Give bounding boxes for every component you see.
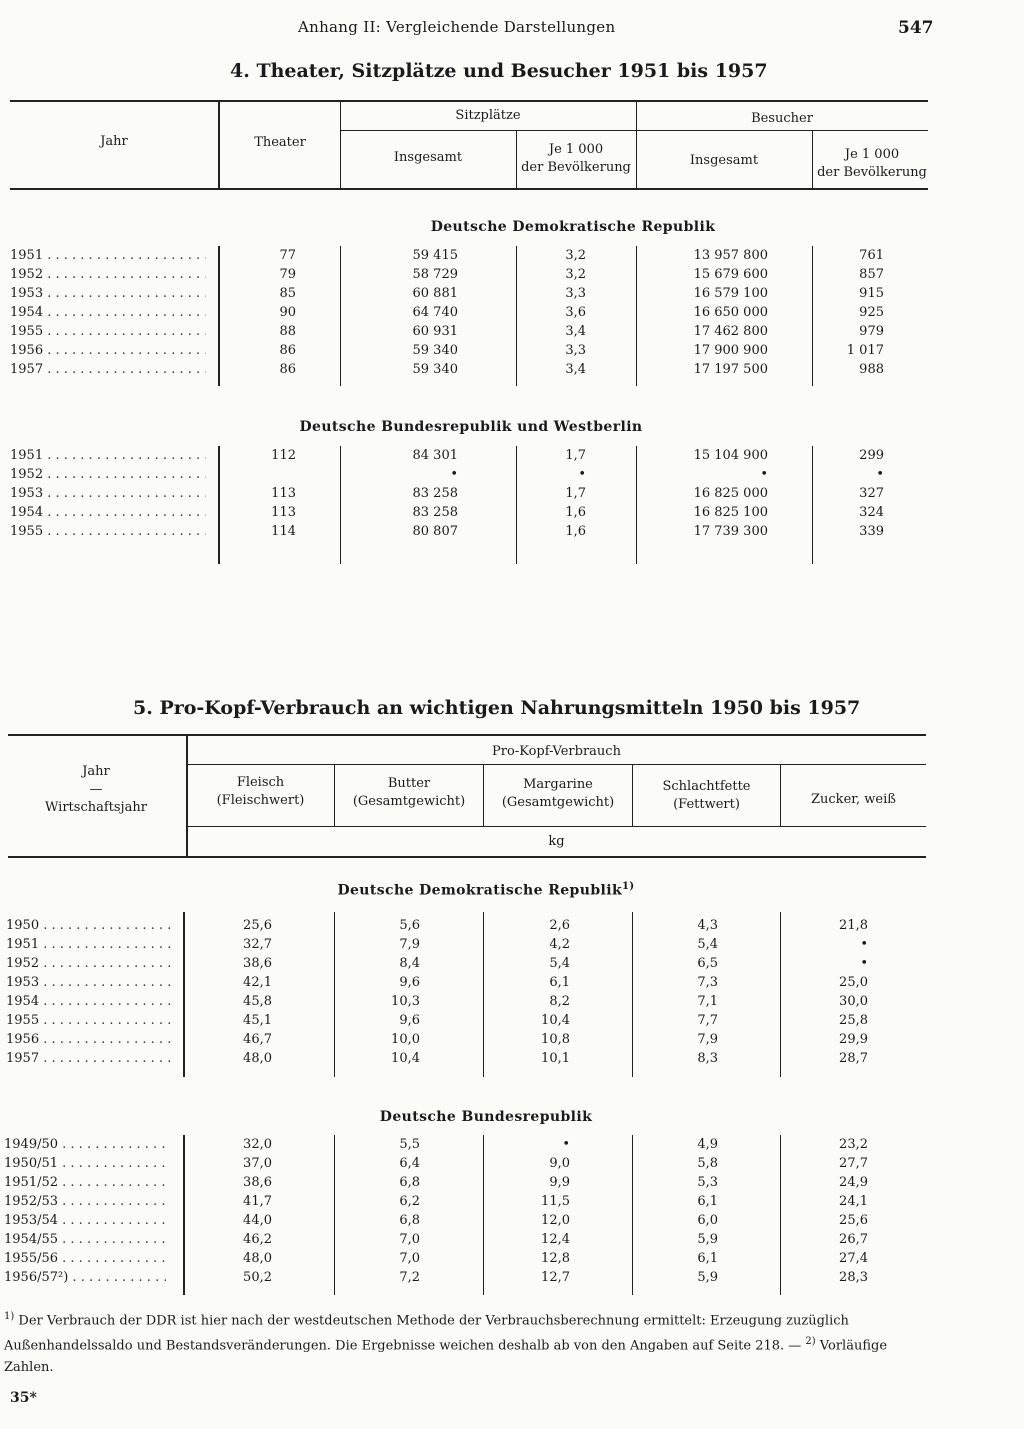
- cell-sitzplaetze: •: [450, 467, 458, 482]
- t2-brd-div-4: [632, 1135, 633, 1295]
- row-year: 1955 . . .: [6, 1013, 172, 1028]
- cell-bes-je1000: 925: [859, 305, 884, 320]
- row-year: 1954 . . .: [10, 305, 206, 320]
- cell-sitz-je1000: 3,2: [565, 267, 586, 282]
- t1-ddr-div-4: [636, 246, 637, 386]
- cell-butter: 6,8: [399, 1213, 420, 1228]
- cell-sitz-je1000: 3,2: [565, 248, 586, 263]
- footnote-mark-2: 2): [805, 1336, 816, 1348]
- t1-brd-div-5: [812, 446, 813, 564]
- cell-sitzplaetze: 84 301: [412, 448, 458, 463]
- cell-schlachtfette: 4,3: [697, 918, 718, 933]
- t1-section-brd: Deutsche Bundesrepublik und Westberlin: [299, 419, 643, 435]
- t2-col-margarine: [484, 776, 632, 812]
- t2-col-butter: [335, 775, 483, 811]
- t2-col-butter-l1: Butter: [387, 776, 431, 791]
- cell-besucher: 17 900 900: [693, 343, 768, 358]
- cell-sitzplaetze: 83 258: [412, 505, 458, 520]
- cell-theater: 86: [279, 362, 296, 377]
- t2-col-schlachtfette-l2: (Fettwert): [673, 797, 740, 812]
- cell-butter: 5,5: [399, 1137, 420, 1152]
- cell-zucker: 24,9: [839, 1175, 868, 1190]
- cell-zucker: 28,3: [839, 1270, 868, 1285]
- cell-butter: 7,9: [399, 937, 420, 952]
- cell-besucher: 16 825 000: [693, 486, 768, 501]
- cell-bes-je1000: 324: [859, 505, 884, 520]
- cell-margarine: 12,4: [541, 1232, 570, 1247]
- t1-col-sitz-je1000-l2: der Bevölkerung: [521, 160, 631, 175]
- cell-sitz-je1000: 1,6: [565, 505, 586, 520]
- cell-schlachtfette: 4,9: [697, 1137, 718, 1152]
- t2-col-margarine-l2: (Gesamtgewicht): [501, 795, 615, 810]
- cell-schlachtfette: 7,1: [697, 994, 718, 1009]
- t1-col-sitz-je1000-l1: Je 1 000: [548, 142, 604, 157]
- page-number: 547: [898, 18, 934, 38]
- cell-fleisch: 42,1: [243, 975, 272, 990]
- cell-fleisch: 32,7: [243, 937, 272, 952]
- cell-sitz-je1000: 1,7: [565, 486, 586, 501]
- cell-butter: 7,2: [399, 1270, 420, 1285]
- cell-schlachtfette: 7,3: [697, 975, 718, 990]
- t1-col-bes-je1000-l2: der Bevölkerung: [817, 165, 927, 180]
- cell-zucker: 21,8: [839, 918, 868, 933]
- cell-margarine: 4,2: [549, 937, 570, 952]
- cell-besucher: 16 579 100: [693, 286, 768, 301]
- row-year: 1957 . . .: [6, 1051, 172, 1066]
- row-year: 1954/55 . . .: [4, 1232, 166, 1247]
- row-year: 1950 . . .: [6, 918, 172, 933]
- cell-fleisch: 46,7: [243, 1032, 272, 1047]
- cell-butter: 6,2: [399, 1194, 420, 1209]
- cell-sitz-je1000: 1,6: [565, 524, 586, 539]
- cell-zucker: •: [860, 956, 868, 971]
- cell-margarine: 9,9: [549, 1175, 570, 1190]
- t1-col-bes-insgesamt: Insgesamt: [689, 153, 759, 168]
- t2-ddr-div-2: [334, 912, 335, 1077]
- cell-sitz-je1000: •: [578, 467, 586, 482]
- t2-col-jahr: [8, 763, 184, 817]
- cell-fleisch: 44,0: [243, 1213, 272, 1228]
- t2-col-fleisch: [187, 774, 334, 810]
- cell-fleisch: 48,0: [243, 1251, 272, 1266]
- cell-butter: 5,6: [399, 918, 420, 933]
- t1-section-ddr: Deutsche Demokratische Republik: [430, 219, 716, 235]
- cell-sitzplaetze: 60 881: [412, 286, 458, 301]
- cell-zucker: 30,0: [839, 994, 868, 1009]
- cell-besucher: 13 957 800: [693, 248, 768, 263]
- cell-schlachtfette: 5,3: [697, 1175, 718, 1190]
- t2-section-ddr: [186, 881, 786, 899]
- cell-fleisch: 25,6: [243, 918, 272, 933]
- t2-ddr-div-4: [632, 912, 633, 1077]
- t2-col-fleisch-l2: (Fleischwert): [216, 793, 305, 808]
- cell-zucker: 25,8: [839, 1013, 868, 1028]
- row-year: 1955/56 . . .: [4, 1251, 166, 1266]
- cell-bes-je1000: 327: [859, 486, 884, 501]
- cell-bes-je1000: 299: [859, 448, 884, 463]
- cell-besucher: 17 197 500: [693, 362, 768, 377]
- t2-unit-kg: kg: [548, 834, 565, 849]
- cell-schlachtfette: 7,9: [697, 1032, 718, 1047]
- cell-schlachtfette: 6,5: [697, 956, 718, 971]
- cell-margarine: 12,0: [541, 1213, 570, 1228]
- cell-margarine: 5,4: [549, 956, 570, 971]
- cell-margarine: 10,8: [541, 1032, 570, 1047]
- cell-margarine: 11,5: [541, 1194, 570, 1209]
- t1-brd-div-2: [340, 446, 341, 564]
- table1-group-rule: [340, 130, 928, 131]
- cell-sitz-je1000: 1,7: [565, 448, 586, 463]
- row-year: 1949/50 . . .: [4, 1137, 166, 1152]
- cell-besucher: 16 650 000: [693, 305, 768, 320]
- cell-sitzplaetze: 83 258: [412, 486, 458, 501]
- cell-butter: 8,4: [399, 956, 420, 971]
- cell-margarine: 8,2: [549, 994, 570, 1009]
- cell-zucker: 24,1: [839, 1194, 868, 1209]
- cell-schlachtfette: 7,7: [697, 1013, 718, 1028]
- cell-margarine: 12,7: [541, 1270, 570, 1285]
- row-year: 1951 . . .: [10, 448, 206, 463]
- cell-bes-je1000: •: [876, 467, 884, 482]
- cell-schlachtfette: 5,9: [697, 1232, 718, 1247]
- t1-ddr-div-5: [812, 246, 813, 386]
- cell-schlachtfette: 8,3: [697, 1051, 718, 1066]
- cell-sitzplaetze: 58 729: [412, 267, 458, 282]
- cell-theater: 85: [279, 286, 296, 301]
- cell-bes-je1000: 988: [859, 362, 884, 377]
- t2-group-prokopf: Pro-Kopf-Verbrauch: [492, 744, 621, 759]
- cell-besucher: •: [760, 467, 768, 482]
- cell-fleisch: 32,0: [243, 1137, 272, 1152]
- footnote: [4, 1306, 904, 1378]
- cell-butter: 7,0: [399, 1232, 420, 1247]
- cell-sitz-je1000: 3,3: [565, 286, 586, 301]
- cell-besucher: 16 825 100: [693, 505, 768, 520]
- t1-col-theater: Theater: [254, 135, 306, 150]
- page-header: [0, 18, 1024, 42]
- cell-bes-je1000: 915: [859, 286, 884, 301]
- t2-section-ddr-mark: 1): [622, 881, 635, 892]
- t2-col-butter-l2: (Gesamtgewicht): [352, 794, 466, 809]
- t2-section-ddr-text: Deutsche Demokratische Republik: [337, 882, 623, 899]
- cell-schlachtfette: 5,4: [697, 937, 718, 952]
- cell-sitz-je1000: 3,4: [565, 362, 586, 377]
- t2-ddr-div-3: [483, 912, 484, 1077]
- cell-fleisch: 48,0: [243, 1051, 272, 1066]
- footnote-mark-1: 1): [4, 1311, 15, 1322]
- t2-brd-div-3: [483, 1135, 484, 1295]
- cell-theater: 113: [271, 486, 296, 501]
- row-year: 1953 . . .: [10, 286, 206, 301]
- footnote-text-1: Der Verbrauch der DDR ist hier nach der westdeutschen Methode der Verbrauchsberechnung ermittelt: Erzeugung zuzüglich Außenhandelssaldo und Bestandsveränderungen. Die Ergebnisse weichen deshalb ab von den Angaben auf Seite 218. —: [4, 1313, 849, 1354]
- cell-schlachtfette: 6,0: [697, 1213, 718, 1228]
- t1-col-sitz-je1000: [516, 141, 636, 177]
- cell-fleisch: 37,0: [243, 1156, 272, 1171]
- t2-col-zucker: Zucker, weiß: [811, 792, 896, 807]
- cell-bes-je1000: 857: [859, 267, 884, 282]
- t1-ddr-div-3: [516, 246, 517, 386]
- cell-zucker: 25,0: [839, 975, 868, 990]
- cell-fleisch: 41,7: [243, 1194, 272, 1209]
- cell-zucker: 26,7: [839, 1232, 868, 1247]
- t2-ddr-div-5: [780, 912, 781, 1077]
- row-year: 1954 . . .: [6, 994, 172, 1009]
- row-year: 1952 . . .: [10, 467, 206, 482]
- table2-title: 5. Pro-Kopf-Verbrauch an wichtigen Nahrungsmitteln 1950 bis 1957: [133, 697, 861, 719]
- t1-col-bes-je1000-l1: Je 1 000: [844, 147, 900, 162]
- t2-col-schlachtfette-l1: Schlachtfette: [662, 779, 751, 794]
- t2-brd-div-5: [780, 1135, 781, 1295]
- t2-ddr-div-1: [183, 912, 185, 1077]
- cell-bes-je1000: 761: [859, 248, 884, 263]
- row-year: 1951 . . .: [6, 937, 172, 952]
- cell-besucher: 15 104 900: [693, 448, 768, 463]
- t1-group-besucher: Besucher: [751, 111, 813, 126]
- cell-margarine: •: [562, 1137, 570, 1152]
- cell-theater: 113: [271, 505, 296, 520]
- table2-header-rule: [8, 856, 926, 858]
- cell-theater: 79: [279, 267, 296, 282]
- table2-top-rule: [8, 734, 926, 736]
- cell-sitzplaetze: 59 415: [412, 248, 458, 263]
- cell-fleisch: 45,1: [243, 1013, 272, 1028]
- cell-sitzplaetze: 59 340: [412, 362, 458, 377]
- cell-sitzplaetze: 60 931: [412, 324, 458, 339]
- row-year: 1957 . . .: [10, 362, 206, 377]
- cell-sitzplaetze: 64 740: [412, 305, 458, 320]
- cell-schlachtfette: 5,8: [697, 1156, 718, 1171]
- cell-fleisch: 46,2: [243, 1232, 272, 1247]
- t2-col-jahr-l1: Jahr: [82, 764, 110, 779]
- t2-brd-div-1: [183, 1135, 185, 1295]
- signature-mark: 35*: [10, 1390, 37, 1406]
- cell-sitzplaetze: 59 340: [412, 343, 458, 358]
- cell-margarine: 9,0: [549, 1156, 570, 1171]
- cell-fleisch: 50,2: [243, 1270, 272, 1285]
- table1-header-rule: [10, 188, 928, 190]
- cell-fleisch: 45,8: [243, 994, 272, 1009]
- t1-ddr-div-2: [340, 246, 341, 386]
- row-year: 1956/57²) . . .: [4, 1270, 166, 1285]
- cell-fleisch: 38,6: [243, 1175, 272, 1190]
- t2-brd-div-2: [334, 1135, 335, 1295]
- cell-schlachtfette: 6,1: [697, 1251, 718, 1266]
- t2-col-jahr-l2: Wirtschaftsjahr: [45, 800, 147, 815]
- t1-col-jahr: Jahr: [100, 134, 128, 149]
- cell-zucker: 28,7: [839, 1051, 868, 1066]
- row-year: 1955 . . .: [10, 324, 206, 339]
- row-year: 1951 . . .: [10, 248, 206, 263]
- cell-besucher: 17 739 300: [693, 524, 768, 539]
- cell-sitz-je1000: 3,3: [565, 343, 586, 358]
- cell-zucker: 27,7: [839, 1156, 868, 1171]
- cell-zucker: 29,9: [839, 1032, 868, 1047]
- footnote-text-2: Vorläufige Zahlen.: [4, 1338, 888, 1375]
- row-year: 1952 . . .: [6, 956, 172, 971]
- row-year: 1952/53 . . .: [4, 1194, 166, 1209]
- cell-margarine: 10,4: [541, 1013, 570, 1028]
- cell-theater: 114: [271, 524, 296, 539]
- t1-col-sitz-insgesamt: Insgesamt: [393, 150, 463, 165]
- row-year: 1956 . . .: [6, 1032, 172, 1047]
- row-year: 1953 . . .: [6, 975, 172, 990]
- row-year: 1953 . . .: [10, 486, 206, 501]
- cell-zucker: 25,6: [839, 1213, 868, 1228]
- cell-butter: 10,3: [391, 994, 420, 1009]
- row-year: 1955 . . .: [10, 524, 206, 539]
- cell-zucker: 27,4: [839, 1251, 868, 1266]
- running-title: Anhang II: Vergleichende Darstellungen: [298, 18, 616, 36]
- cell-zucker: 23,2: [839, 1137, 868, 1152]
- cell-theater: 77: [279, 248, 296, 263]
- cell-butter: 6,4: [399, 1156, 420, 1171]
- table2-unit-rule: [187, 826, 926, 827]
- cell-butter: 9,6: [399, 1013, 420, 1028]
- row-year: 1951/52 . . .: [4, 1175, 166, 1190]
- cell-zucker: •: [860, 937, 868, 952]
- cell-butter: 7,0: [399, 1251, 420, 1266]
- t1-col-bes-je1000: [812, 146, 932, 182]
- cell-margarine: 10,1: [541, 1051, 570, 1066]
- cell-bes-je1000: 339: [859, 524, 884, 539]
- row-year: 1950/51 . . .: [4, 1156, 166, 1171]
- cell-sitz-je1000: 3,4: [565, 324, 586, 339]
- t1-group-sitzplaetze: Sitzplätze: [455, 108, 521, 123]
- row-year: 1953/54 . . .: [4, 1213, 166, 1228]
- t2-section-brd: Deutsche Bundesrepublik: [379, 1109, 593, 1125]
- row-year: 1952 . . .: [10, 267, 206, 282]
- cell-theater: 112: [271, 448, 296, 463]
- cell-bes-je1000: 979: [859, 324, 884, 339]
- cell-butter: 10,0: [391, 1032, 420, 1047]
- cell-besucher: 15 679 600: [693, 267, 768, 282]
- cell-sitzplaetze: 80 807: [412, 524, 458, 539]
- cell-butter: 10,4: [391, 1051, 420, 1066]
- cell-besucher: 17 462 800: [693, 324, 768, 339]
- cell-butter: 6,8: [399, 1175, 420, 1190]
- table1-title: 4. Theater, Sitzplätze und Besucher 1951 bis 1957: [230, 60, 768, 82]
- row-year: 1954 . . .: [10, 505, 206, 520]
- table1-top-rule: [10, 100, 928, 102]
- t2-col-jahr-dash: —: [89, 782, 103, 797]
- cell-theater: 88: [279, 324, 296, 339]
- cell-bes-je1000: 1 017: [846, 343, 884, 358]
- t2-col-margarine-l1: Margarine: [523, 777, 593, 792]
- t1-brd-div-3: [516, 446, 517, 564]
- cell-schlachtfette: 5,9: [697, 1270, 718, 1285]
- table2-group-rule: [187, 764, 926, 765]
- cell-fleisch: 38,6: [243, 956, 272, 971]
- t2-col-fleisch-l1: Fleisch: [236, 775, 285, 790]
- cell-theater: 86: [279, 343, 296, 358]
- row-year: 1956 . . .: [10, 343, 206, 358]
- t1-brd-div-4: [636, 446, 637, 564]
- cell-margarine: 6,1: [549, 975, 570, 990]
- t2-col-schlachtfette: [633, 778, 780, 814]
- cell-butter: 9,6: [399, 975, 420, 990]
- cell-schlachtfette: 6,1: [697, 1194, 718, 1209]
- cell-margarine: 12,8: [541, 1251, 570, 1266]
- cell-theater: 90: [279, 305, 296, 320]
- cell-margarine: 2,6: [549, 918, 570, 933]
- cell-sitz-je1000: 3,6: [565, 305, 586, 320]
